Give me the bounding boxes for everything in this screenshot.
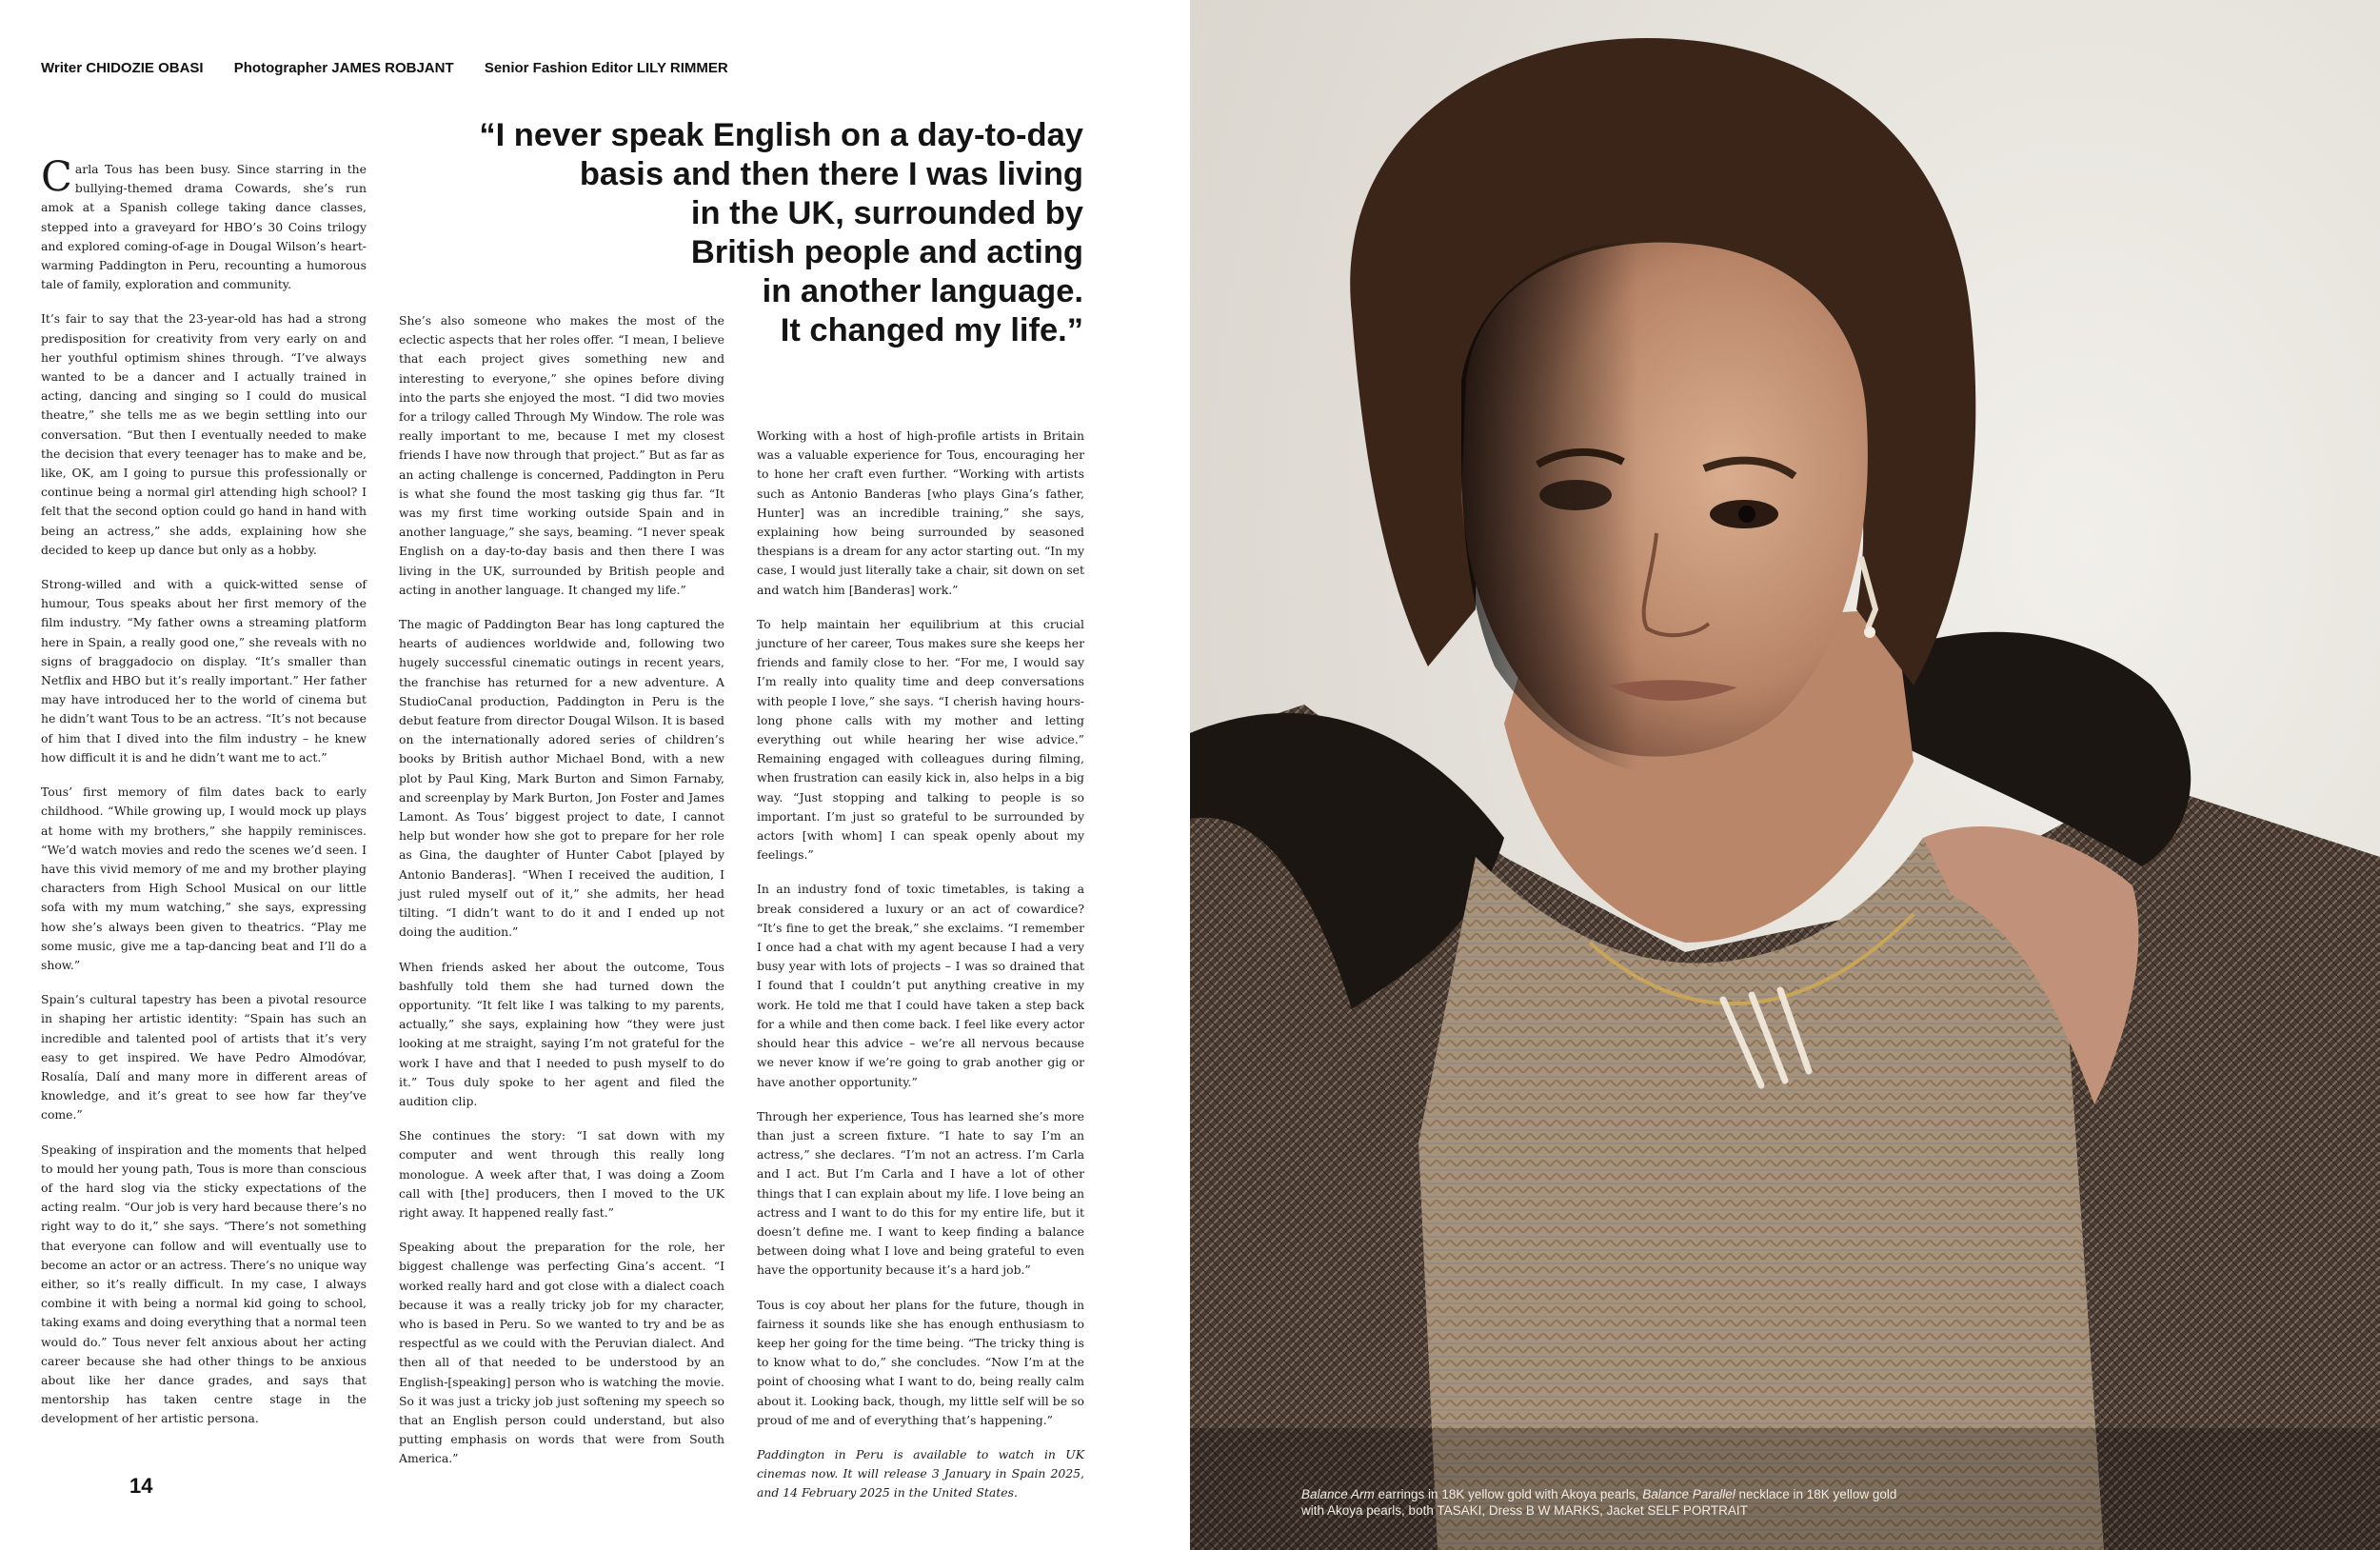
credits-line: [41, 60, 728, 76]
article-column-3: [757, 427, 1084, 1519]
photographer-name: JAMES ROBJANT: [331, 60, 454, 76]
caption-necklace: Balance Parallel: [1642, 1487, 1735, 1501]
pull-quote-line: “I never speak English on a day-to-day: [479, 117, 1083, 153]
article-column-2: [399, 311, 724, 1484]
release-footnote: Paddington in Peru is available to watch in UK cinemas now. It will release 3 January in Spain 2025, and 14 February 2025 in the United States.: [757, 1446, 1084, 1500]
editor-name: LILY RIMMER: [636, 60, 728, 76]
pull-quote-line: in another language.: [762, 273, 1083, 309]
pull-quote-line: British people and acting: [690, 234, 1083, 270]
article-paragraph: To help maintain her equilibrium at this crucial juncture of her career, Tous makes sure she keeps her friends and family close to her. “For me, I would say I’m really into quality time and deep conversations with people I love,” she says. “I cherish having hours-long phone calls with my mother and letting everything out while hearing her wise advice.” Remaining engaged with colleagues during filming, when frustration can easily kick in, also helps in a big way. “Just stopping and talking to people is so important. I’m just so grateful to be surrounded by actors [with whom] I can speak openly about my feelings.”: [757, 616, 1084, 863]
editor-label: Senior Fashion Editor: [484, 60, 633, 76]
drop-cap: C: [41, 153, 72, 201]
photographer-label: Photographer: [233, 60, 328, 76]
article-paragraph: It’s fair to say that the 23-year-old has had a strong predisposition for creativity from very early on and her youthful optimism shines through. “I’ve always wanted to be a dancer and I actually trained in acting, dancing and singing so I could do musical theatre,” she tells me as we begin settling into our conversation. “But then I eventually needed to make the decision that every teenager has to make and be, like, OK, am I going to pursue this professionally or continue being a normal girl attending high school? I felt that the second option could go hand in hand with being an actress,” she adds, explaining how she decided to keep up dance but only as a hobby.: [41, 311, 367, 557]
article-paragraph: When friends asked her about the outcome, Tous bashfully told them she had turned down the opportunity. “It felt like I was talking to my parents, actually,” she says, explaining how “they were just looking at me straight, saying I’m not grateful for the work I have and that I needed to push myself to do it.” Tous duly spoke to her agent and filed the audition clip.: [399, 959, 724, 1108]
article-paragraph: In an industry fond of toxic timetables, is taking a break considered a luxury or an act of cowardice? “It’s fine to get the break,” she exclaims. “I remember I once had a chat with my agent because I had a very busy year with lots of projects – I was so drained that I found that I couldn’t put anything creative in my work. He told me that I could have taken a step back for a while and then come back. I feel like every actor should hear this advice – we’re all nervous because we never know if we’re going to grab another gig or have another opportunity.”: [757, 882, 1084, 1089]
photo-caption: Balance Arm earrings in 18K yellow gold with Akoya pearls, Balance Parallel necklace in 18K yellow gold with Akoya pearls, both TASAKI, Dress B W MARKS, Jacket SELF PORTRAIT: [1301, 1487, 1897, 1518]
portrait-photo: [1190, 0, 2380, 1550]
caption-earrings: Balance Arm: [1301, 1487, 1375, 1501]
right-pupil: [1738, 506, 1755, 523]
pull-quote-line: in the UK, surrounded by: [690, 195, 1083, 231]
article-paragraph: Carla Tous has been busy. Since starring in the bullying-themed drama Cowards, she’s run amok at a Spanish college taking dance classes, stepped into a graveyard for HBO’s 30 Coins trilogy and explored coming-of-age in Dougal Wilson’s heart-warming Paddington in Peru, recounting a humorous tale of family, exploration and community.: [41, 153, 367, 292]
article-paragraph: Through her experience, Tous has learned she’s more than just a screen fixture. “I hate to say I’m an actress,” she declares. “I’m not an actress. I’m Carla and I act. But I’m Carla and I have a lot of other things that I can explain about my life. I love being an actress and I want to do this for my entire life, but it doesn’t define me. I want to keep finding a balance between doing what I love and being grateful to even have the opportunity because it’s a hard job.”: [757, 1108, 1084, 1278]
article-column-1: [41, 153, 367, 1444]
left-eye: [1539, 480, 1612, 510]
article-paragraph: The magic of Paddington Bear has long captured the hearts of audiences worldwide and, following two hugely successful cinematic outings in recent years, the franchise has returned for a new adventure. A StudioCanal production, Paddington in Peru is the debut feature from director Dougal Wilson. It is based on the internationally adored series of children’s books by British author Michael Bond, with a new plot by Paul King, Mark Burton and Simon Farnaby, and screenplay by Mark Burton, Jon Foster and James Lamont. As Tous’ biggest project to date, I cannot help but wonder how she got to prepare for her role as Gina, the daughter of Hunter Cabot [played by Antonio Banderas]. “When I received the audition, I just ruled myself out of it,” she admits, her head tilting. “I didn’t want to do it and I ended up not doing the audition.”: [399, 617, 724, 940]
page-number: 14: [129, 1474, 153, 1498]
portrait-illustration: [1190, 0, 2380, 1550]
article-paragraph: Tous is coy about her plans for the future, though in fairness it sounds like she has enough enthusiasm to keep her going for the time being. “The tricky thing is to know what to do,” she concludes. “Now I’m at the point of choosing what I want to do, being really calm about it. Looking back, though, my little self will be so proud of me and of everything that’s happening.”: [757, 1297, 1084, 1427]
article-paragraph: Working with a host of high-profile artists in Britain was a valuable experience for Tous, encouraging her to hone her craft even further. “Working with artists such as Antonio Banderas [who plays Gina’s father, Hunter] was an incredible training,” she says, explaining how being surrounded by seasoned thespians is a dream for any actor starting out. “In my case, I would just literally take a chair, sit down on set and watch him [Banderas] work.”: [757, 428, 1084, 597]
pearl: [1864, 626, 1875, 638]
article-paragraph: She’s also someone who makes the most of the eclectic aspects that her roles offer. “I mean, I believe that each project gives something new and interesting to everyone,” she opines before diving into the parts she enjoyed the most. “I did two movies for a trilogy called Through My Window. The role was really important to me, because I met my closest friends I have now through that project.” But as far as an acting challenge is concerned, Paddington in Peru is what she found the most tasking gig thus far. “It was my first time working outside Spain and in another language,” she says, beaming. “I never speak English on a day-to-day basis and then there I was living in the UK, surrounded by British people and acting in another language. It changed my life.”: [399, 313, 724, 597]
pull-quote-line: It changed my life.”: [780, 312, 1083, 348]
article-paragraph: Speaking about the preparation for the role, her biggest challenge was perfecting Gina’s accent. “I worked really hard and got close with a dialect coach because it was a really tricky job for my character, who is based in Peru. So we wanted to try and be as respectful as we could with the Peruvian dialect. And then all of that needed to be understood by an English-[speaking] person who is watching the movie. So it was just a tricky job just softening my speech so that an English person could understand, but also putting emphasis on words that were from South America.”: [399, 1240, 724, 1466]
article-paragraph: Spain’s cultural tapestry has been a pivotal resource in shaping her artistic identity: “Spain has such an incredible and talented pool of artists that it’s very easy to get inspired. We have Pedro Almodóvar, Rosalía, Dalí and many more in different areas of knowledge, and it’s great to see how far they’ve come.”: [41, 992, 367, 1123]
article-paragraph: Tous’ first memory of film dates back to early childhood. “While growing up, I would mock up plays at home with my brothers,” she happily reminisces. “We’d watch movies and redo the scenes we’d seen. I have this vivid memory of me and my brother playing characters from High School Musical on our little sofa with my mum watching,” she says, expressing how she’s always been given to theatrics. “Play me some music, give me a tap-dancing beat and I’ll do a show.”: [41, 785, 367, 972]
writer-name: CHIDOZIE OBASI: [86, 60, 204, 76]
article-paragraph: Speaking of inspiration and the moments that helped to mould her young path, Tous is more than conscious of the hard slog via the sticky expectations of the acting realm. “Our job is very hard because there’s no right way to do it,” she says. “There’s not something that everyone can follow and will eventually use to become an actor or an actress. There’s no unique way either, so it’s really difficult. In my case, I always combine it with being a normal kid going to school, taking exams and doing everything that a normal teen would do.” Tous never felt anxious about her acting career because she had other things to be anxious about like her dance grades, and says that mentorship has taken centre stage in the development of her artistic persona.: [41, 1142, 367, 1426]
article-paragraph: She continues the story: “I sat down with my computer and went through this really long monologue. A week after that, I was doing a Zoom call with [the] producers, then I moved to the UK right away. It happened really fast.”: [399, 1128, 724, 1220]
writer-label: Writer: [41, 60, 83, 76]
article-paragraph: Strong-willed and with a quick-witted sense of humour, Tous speaks about her first memory of the film industry. “My father owns a streaming platform here in Spain, a really good one,” she reveals with no signs of braggadocio on display. “It’s smaller than Netflix and HBO but it’s really important.” Her father may have introduced her to the world of cinema but he didn’t want Tous to be an actress. “It’s not because of him that I dived into the film industry – he knew how difficult it is and he didn’t want me to act.”: [41, 577, 367, 765]
pull-quote-line: basis and then there I was living: [579, 156, 1083, 192]
